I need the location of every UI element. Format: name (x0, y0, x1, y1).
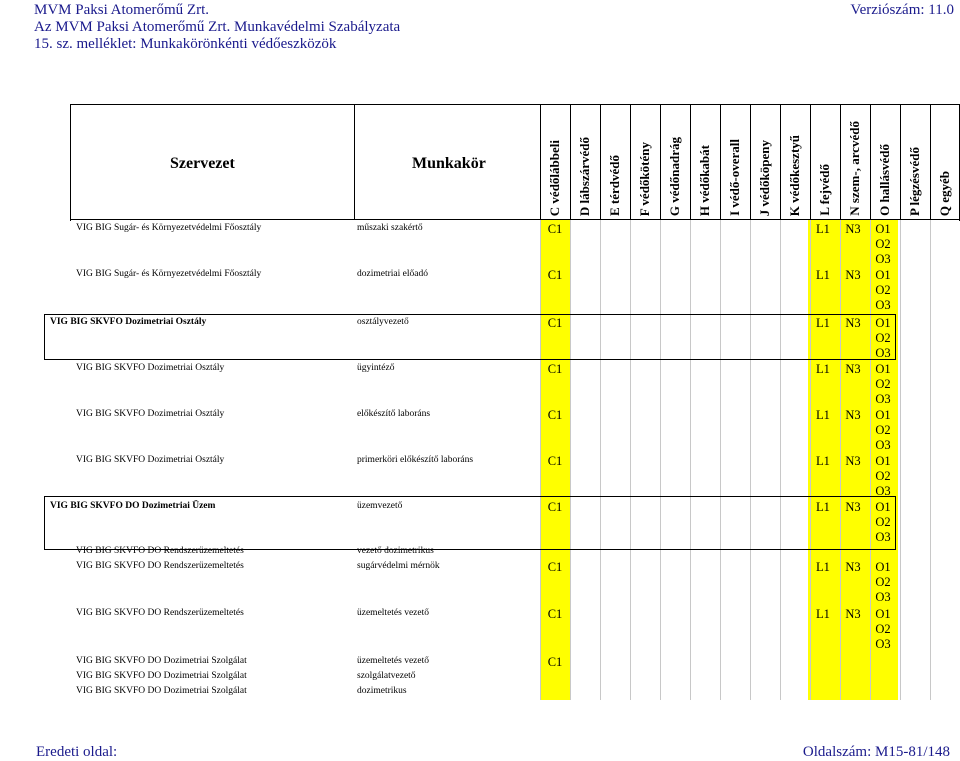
row-organization: VIG BIG SKVFO DO Rendszerüzemeltetés (76, 561, 244, 571)
column-header (870, 104, 900, 220)
code-o: O2 (875, 237, 891, 251)
row-job-title: szolgálatvezető (357, 671, 416, 681)
row-organization: VIG BIG SKVFO Dozimetriai Osztály (76, 455, 225, 465)
row-job-title: előkészítő laboráns (357, 409, 431, 419)
column-header-divider (540, 104, 541, 220)
header-divider-munkakor (354, 104, 355, 220)
code-n: N3 (845, 500, 861, 514)
row-job-title: üzemeltetés vezető (357, 608, 430, 618)
row-job-title: sugárvédelmi mérnök (357, 561, 440, 571)
column-header-label: N szem-, arcvédő (847, 121, 862, 216)
row-job-title: műszaki szakértő (357, 223, 423, 233)
row-job-title: ügyintéző (357, 363, 395, 373)
row-organization: VIG BIG Sugár- és Környezetvédelmi Főosztály (76, 223, 262, 233)
column-header (540, 104, 570, 220)
column-header-divider (690, 104, 691, 220)
header-munkakor: Munkakör (412, 155, 486, 172)
column-header-divider (660, 104, 661, 220)
footer-page-number: Oldalszám: M15-81/148 (802, 744, 950, 760)
code-o: O3 (875, 392, 891, 406)
column-header-divider (630, 104, 631, 220)
code-o: O3 (875, 637, 891, 651)
row-job-title: primerköri előkészítő laboráns (357, 455, 474, 465)
code-o: O1 (875, 316, 891, 330)
code-l: L1 (816, 500, 830, 514)
code-o: O3 (875, 252, 891, 266)
row-organization: VIG BIG SKVFO DO Dozimetriai Szolgálat (76, 686, 247, 696)
code-o: O1 (875, 408, 891, 422)
version-number: Verziószám: 11.0 (850, 2, 954, 18)
code-o: O2 (875, 331, 891, 345)
code-o: O2 (875, 283, 891, 297)
code-c: C1 (547, 560, 563, 574)
grid-line (570, 220, 571, 700)
code-c: C1 (547, 222, 563, 236)
row-organization: VIG BIG SKVFO Dozimetriai Osztály (76, 363, 225, 373)
grid-line (900, 220, 901, 700)
column-header (690, 104, 720, 220)
code-o: O3 (875, 346, 891, 360)
code-n: N3 (845, 268, 861, 282)
column-header (570, 104, 600, 220)
row-organization: VIG BIG SKVFO DO Dozimetriai Szolgálat (76, 656, 247, 666)
code-o: O2 (875, 575, 891, 589)
code-c: C1 (547, 454, 563, 468)
code-l: L1 (816, 454, 830, 468)
code-o: O1 (875, 454, 891, 468)
column-header-label: F védőkötény (637, 141, 652, 216)
column-header-label: P légzésvédő (907, 147, 922, 216)
code-o: O3 (875, 484, 891, 498)
column-header-label: I védő-overall (727, 139, 742, 216)
row-job-title: dozimetriai előadó (357, 269, 428, 279)
code-l: L1 (816, 222, 830, 236)
code-l: L1 (816, 316, 830, 330)
row-highlight-box (44, 314, 896, 360)
code-o: O3 (875, 590, 891, 604)
column-header-label: D lábszárvédő (577, 136, 592, 216)
code-o: O2 (875, 469, 891, 483)
code-o: O1 (875, 268, 891, 282)
row-organization: VIG BIG SKVFO DO Dozimetriai Üzem (50, 501, 216, 511)
grid-line (750, 220, 751, 700)
code-l: L1 (816, 560, 830, 574)
code-o: O3 (875, 530, 891, 544)
code-c: C1 (547, 268, 563, 282)
column-header-divider (600, 104, 601, 220)
column-header (600, 104, 630, 220)
column-header (660, 104, 690, 220)
code-l: L1 (816, 362, 830, 376)
code-n: N3 (845, 560, 861, 574)
column-header-divider (870, 104, 871, 220)
footer-original-page: Eredeti oldal: (36, 744, 118, 760)
code-o: O3 (875, 298, 891, 312)
column-header (840, 104, 870, 220)
grid-line (930, 220, 931, 700)
header-company: MVM Paksi Atomerőmű Zrt. (34, 2, 209, 18)
code-o: O2 (875, 423, 891, 437)
column-header-label: L fejvédő (817, 164, 832, 216)
column-header-label: H védőkabát (697, 144, 712, 216)
column-header-divider (810, 104, 811, 220)
row-organization: VIG BIG SKVFO DO Rendszerüzemeltetés (76, 608, 244, 618)
code-l: L1 (816, 268, 830, 282)
row-organization: VIG BIG SKVFO Dozimetriai Osztály (76, 409, 225, 419)
code-o: O1 (875, 607, 891, 621)
code-c: C1 (547, 500, 563, 514)
header-regulation: Az MVM Paksi Atomerőmű Zrt. Munkavédelmi Szabályzata (34, 19, 401, 35)
column-header (720, 104, 750, 220)
code-c: C1 (547, 655, 563, 669)
column-header (750, 104, 780, 220)
column-header (810, 104, 840, 220)
row-organization: VIG BIG SKVFO DO Dozimetriai Szolgálat (76, 671, 247, 681)
row-job-title: dozimetrikus (357, 686, 407, 696)
row-organization: VIG BIG Sugár- és Környezetvédelmi Főosztály (76, 269, 262, 279)
column-header-label: O hallásvédő (877, 144, 892, 216)
row-organization: VIG BIG SKVFO Dozimetriai Osztály (50, 317, 207, 327)
column-header-label: G védőnadrág (667, 136, 682, 216)
code-o: O1 (875, 222, 891, 236)
column-header (930, 104, 960, 220)
column-header (900, 104, 930, 220)
code-o: O2 (875, 515, 891, 529)
code-n: N3 (845, 316, 861, 330)
grid-line (690, 220, 691, 700)
header-appendix: 15. sz. melléklet: Munkakörönkénti védőeszközök (34, 36, 337, 52)
column-header-label: K védőkesztyű (787, 134, 802, 216)
code-o: O3 (875, 438, 891, 452)
code-o: O2 (875, 622, 891, 636)
grid-line (600, 220, 601, 700)
row-job-title: üzemvezető (357, 501, 403, 511)
code-o: O1 (875, 560, 891, 574)
column-header-divider (750, 104, 751, 220)
column-header-divider (720, 104, 721, 220)
column-header-label: J védőköpeny (757, 139, 772, 216)
code-n: N3 (845, 408, 861, 422)
row-job-title: osztályvezető (357, 317, 409, 327)
code-c: C1 (547, 362, 563, 376)
column-header (780, 104, 810, 220)
column-header-divider (930, 104, 931, 220)
code-c: C1 (547, 408, 563, 422)
code-n: N3 (845, 222, 861, 236)
column-header-divider (840, 104, 841, 220)
row-organization: VIG BIG SKVFO DO Rendszerüzemeltetés (76, 546, 244, 556)
column-header (630, 104, 660, 220)
column-header-label: E térdvédő (607, 154, 622, 216)
row-job-title: vezető dozimetrikus (357, 546, 434, 556)
row-highlight-box (44, 496, 896, 550)
code-l: L1 (816, 408, 830, 422)
column-header-divider (900, 104, 901, 220)
column-header-label: Q egyéb (937, 170, 952, 216)
code-o: O1 (875, 362, 891, 376)
grid-line (630, 220, 631, 700)
column-header-divider (780, 104, 781, 220)
column-header-label: C védőlábbeli (547, 139, 562, 216)
grid-line (780, 220, 781, 700)
code-c: C1 (547, 316, 563, 330)
grid-line (720, 220, 721, 700)
code-n: N3 (845, 454, 861, 468)
column-header-divider (570, 104, 571, 220)
code-l: L1 (816, 607, 830, 621)
row-job-title: üzemeltetés vezető (357, 656, 430, 666)
grid-line (660, 220, 661, 700)
code-c: C1 (547, 607, 563, 621)
code-n: N3 (845, 607, 861, 621)
code-n: N3 (845, 362, 861, 376)
code-o: O2 (875, 377, 891, 391)
code-o: O1 (875, 500, 891, 514)
header-szervezet: Szervezet (170, 155, 235, 172)
